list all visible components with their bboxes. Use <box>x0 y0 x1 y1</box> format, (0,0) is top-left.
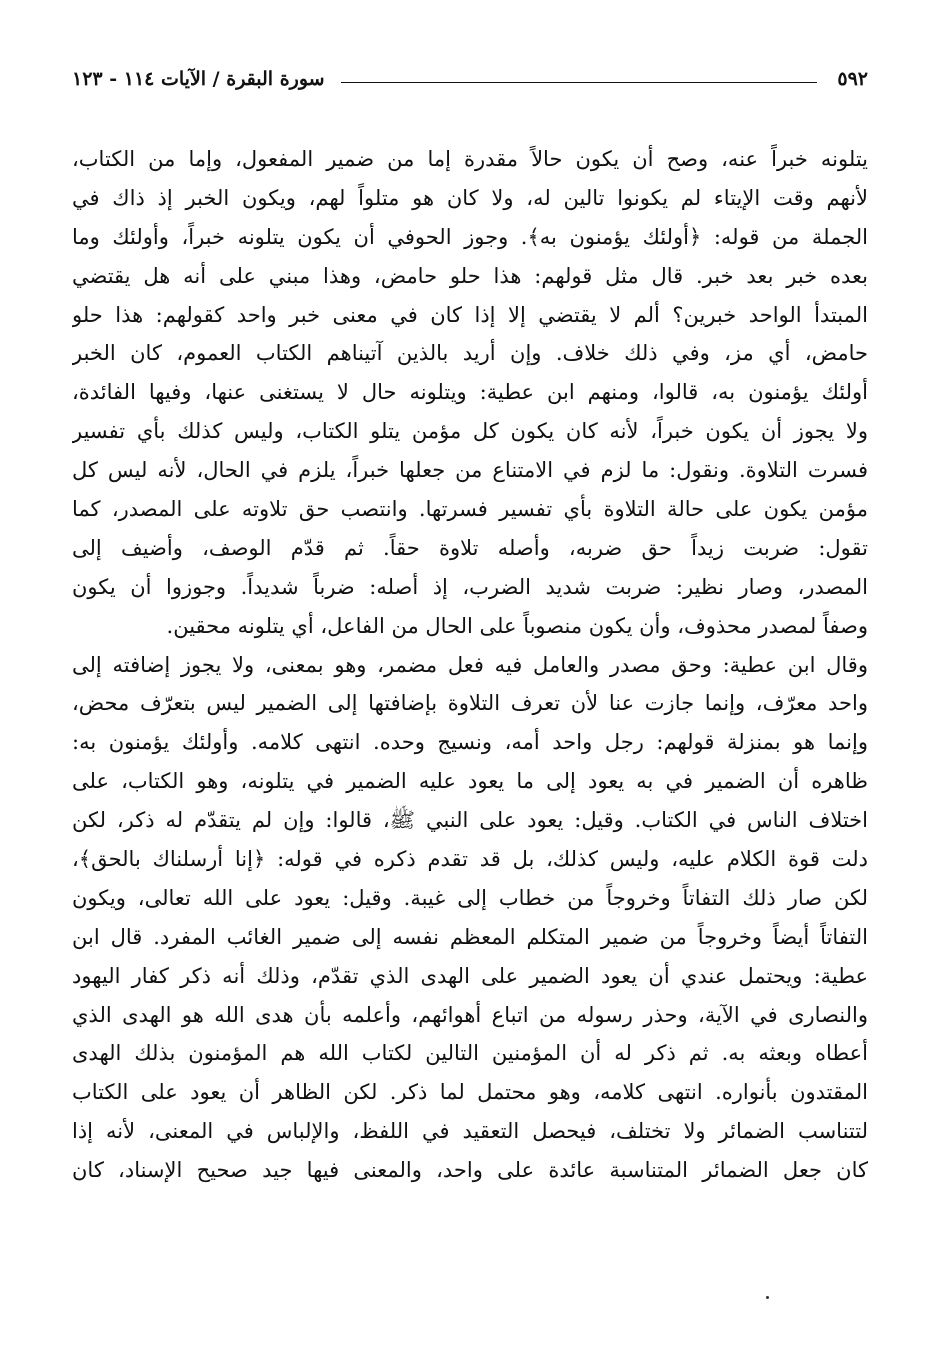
text-line: ظاهره أن الضمير في به يعود إلى ما يعود عليه الضمير في يتلونه، وهو الكتاب، على <box>72 769 868 794</box>
text-line: التفاتاً أيضاً وخروجاً من ضمير المتكلم المعظم نفسه إلى ضمير الغائب المفرد. قال ابن <box>72 924 868 949</box>
text-line: مؤمن يكون على حالة التلاوة بأي تفسير فسرتها. وانتصب حق تلاوته على المصدر، كما <box>72 497 868 522</box>
body-text <box>72 140 868 1190</box>
text-line: أولئك يؤمنون به، قالوا، ومنهم ابن عطية: ويتلونه حال لا يستغنى عنها، وفيها الفائدة، <box>72 380 868 405</box>
scan-speck <box>766 1296 769 1299</box>
page-number: ٥٩٢ <box>837 68 868 90</box>
text-line: الجملة من قوله: ﴿أولئك يؤمنون به﴾. وجوز الحوفي أن يكون يتلونه خبراً، وأولئك وما <box>72 224 868 249</box>
text-line: تقول: ضربت زيداً حق ضربه، وأصله تلاوة حقاً. ثم قدّم الوصف، وأضيف إلى <box>72 535 868 560</box>
text-line: واحد معرّف، وإنما جازت عنا لأن تعرف التلاوة بإضافتها إلى الضمير ليس بتعرّف محض، <box>72 691 868 716</box>
text-line: المقتدون بأنواره. انتهى كلامه، وهو محتمل لما ذكر. لكن الظاهر أن يعود على الكتاب <box>72 1080 868 1105</box>
header-title: سورة البقرة / الآيات ١١٤ - ١٢٣ <box>72 68 325 90</box>
text-line: كان جعل الضمائر المتناسبة عائدة على واحد، والمعنى فيها جيد صحيح الإسناد، كان <box>72 1158 868 1183</box>
text-line: دلت قوة الكلام عليه، وليس كذلك، بل قد تقدم ذكره في قوله: ﴿إنا أرسلناك بالحق﴾، <box>72 847 868 872</box>
text-line: اختلاف الناس في الكتاب. وقيل: يعود على النبي ﷺ، قالوا: وإن لم يتقدّم له ذكر، لكن <box>72 808 868 833</box>
header-rule <box>341 82 818 83</box>
text-line: والنصارى في الآية، وحذر رسوله من اتباع أهوائهم، وأعلمه بأن هدى الله هو الهدى الذي <box>72 1002 868 1027</box>
text-line: فسرت التلاوة. ونقول: ما لزم في الامتناع من جعلها خبراً، يلزم في الحال، لأنه ليس كل <box>72 458 868 483</box>
text-line: وإنما هو بمنزلة قولهم: رجل واحد أمه، ونسيج وحده. انتهى كلامه. وأولئك يؤمنون به: <box>72 730 868 755</box>
text-line: المبتدأ الواحد خبرين؟ ألم لا يقتضي إلا إذا كان في معنى خبر واحد كقولهم: هذا حلو <box>72 302 868 327</box>
text-line: عطية: ويحتمل عندي أن يعود الضمير على الهدى الذي تقدّم، وذلك أنه ذكر كفار اليهود <box>72 963 868 988</box>
text-line: لأنهم وقت الإيتاء لم يكونوا تالين له، ولا كان هو متلواً لهم، ويكون الخبر إذ ذاك في <box>72 185 868 210</box>
text-line: ولا يجوز أن يكون خبراً، لأنه كان يكون كل مؤمن يتلو الكتاب، وليس كذلك بأي تفسير <box>72 419 868 444</box>
text-line: وصفاً لمصدر محذوف، وأن يكون منصوباً على الحال من الفاعل، أي يتلونه محقين. <box>166 613 868 638</box>
text-line: المصدر، وصار نظير: ضربت شديد الضرب، إذ أصله: ضرباً شديداً. وجوزوا أن يكون <box>72 574 868 599</box>
text-line: يتلونه خبراً عنه، وصح أن يكون حالاً مقدرة إما من ضمير المفعول، وإما من الكتاب، <box>72 147 868 171</box>
text-line: أعطاه وبعثه به. ثم ذكر له أن المؤمنين التالين لكتاب الله هم المؤمنون بذلك الهدى <box>72 1041 868 1066</box>
text-line: لكن صار ذلك التفاتاً وخروجاً من خطاب إلى غيبة. وقيل: يعود على الله تعالى، ويكون <box>72 885 868 910</box>
running-header <box>72 62 868 96</box>
text-line: حامض، أي مز، وفي ذلك خلاف. وإن أريد بالذين آتيناهم الكتاب العموم، كان الخبر <box>72 341 868 366</box>
text-line: بعده خبر بعد خبر. قال مثل قولهم: هذا حلو حامض، وهذا مبني على أنه هل يقتضي <box>72 263 868 288</box>
text-line: وقال ابن عطية: وحق مصدر والعامل فيه فعل مضمر، وهو بمعنى، ولا يجوز إضافته إلى <box>72 652 868 677</box>
text-line: لتتناسب الضمائر ولا تختلف، فيحصل التعقيد في اللفظ، والإلباس في المعنى، لأنه إذا <box>72 1119 868 1144</box>
